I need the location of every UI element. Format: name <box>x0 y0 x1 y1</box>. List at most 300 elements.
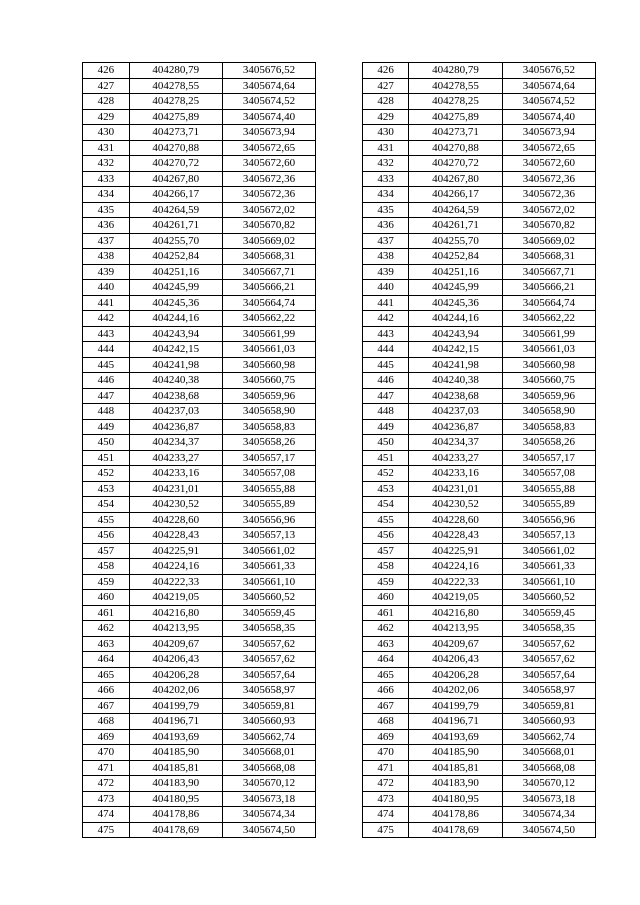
table-row <box>83 574 596 590</box>
left-y-coordinate-cell: 3405660,52 <box>222 590 315 606</box>
left-y-coordinate-cell: 3405676,52 <box>222 63 315 79</box>
right-x-coordinate-cell: 404231,01 <box>409 481 502 497</box>
left-point-number-cell: 443 <box>83 326 130 342</box>
table-row <box>83 218 596 234</box>
left-x-coordinate-cell: 404236,87 <box>129 419 222 435</box>
left-x-coordinate-cell: 404251,16 <box>129 264 222 280</box>
table-row <box>83 280 596 296</box>
left-y-coordinate-cell: 3405661,03 <box>222 342 315 358</box>
right-y-coordinate-cell: 3405670,12 <box>502 776 595 792</box>
left-x-coordinate-cell: 404270,88 <box>129 140 222 156</box>
right-x-coordinate-cell: 404238,68 <box>409 388 502 404</box>
left-point-number-cell: 426 <box>83 63 130 79</box>
left-x-coordinate-cell: 404202,06 <box>129 683 222 699</box>
column-gap <box>316 667 363 683</box>
column-gap <box>316 636 363 652</box>
right-x-coordinate-cell: 404183,90 <box>409 776 502 792</box>
right-point-number-cell: 459 <box>362 574 409 590</box>
right-x-coordinate-cell: 404185,81 <box>409 760 502 776</box>
right-x-coordinate-cell: 404251,16 <box>409 264 502 280</box>
right-y-coordinate-cell: 3405661,10 <box>502 574 595 590</box>
right-x-coordinate-cell: 404278,25 <box>409 94 502 110</box>
left-y-coordinate-cell: 3405659,81 <box>222 698 315 714</box>
left-x-coordinate-cell: 404225,91 <box>129 543 222 559</box>
right-x-coordinate-cell: 404273,71 <box>409 125 502 141</box>
column-gap <box>316 435 363 451</box>
left-y-coordinate-cell: 3405655,88 <box>222 481 315 497</box>
right-point-number-cell: 429 <box>362 109 409 125</box>
right-point-number-cell: 465 <box>362 667 409 683</box>
right-y-coordinate-cell: 3405660,52 <box>502 590 595 606</box>
left-point-number-cell: 472 <box>83 776 130 792</box>
right-x-coordinate-cell: 404266,17 <box>409 187 502 203</box>
left-y-coordinate-cell: 3405674,40 <box>222 109 315 125</box>
column-gap <box>316 528 363 544</box>
column-gap <box>316 450 363 466</box>
column-gap <box>316 605 363 621</box>
left-y-coordinate-cell: 3405658,83 <box>222 419 315 435</box>
left-y-coordinate-cell: 3405657,64 <box>222 667 315 683</box>
left-point-number-cell: 434 <box>83 187 130 203</box>
table-row <box>83 667 596 683</box>
right-point-number-cell: 448 <box>362 404 409 420</box>
right-point-number-cell: 435 <box>362 202 409 218</box>
left-y-coordinate-cell: 3405673,94 <box>222 125 315 141</box>
left-point-number-cell: 459 <box>83 574 130 590</box>
left-point-number-cell: 469 <box>83 729 130 745</box>
left-x-coordinate-cell: 404245,99 <box>129 280 222 296</box>
right-point-number-cell: 464 <box>362 652 409 668</box>
right-y-coordinate-cell: 3405668,01 <box>502 745 595 761</box>
left-y-coordinate-cell: 3405668,31 <box>222 249 315 265</box>
column-gap <box>316 373 363 389</box>
left-x-coordinate-cell: 404245,36 <box>129 295 222 311</box>
right-x-coordinate-cell: 404264,59 <box>409 202 502 218</box>
left-point-number-cell: 454 <box>83 497 130 513</box>
left-y-coordinate-cell: 3405674,50 <box>222 822 315 838</box>
right-x-coordinate-cell: 404270,88 <box>409 140 502 156</box>
right-x-coordinate-cell: 404209,67 <box>409 636 502 652</box>
column-gap <box>316 745 363 761</box>
left-x-coordinate-cell: 404206,43 <box>129 652 222 668</box>
right-x-coordinate-cell: 404243,94 <box>409 326 502 342</box>
table-row <box>83 481 596 497</box>
right-x-coordinate-cell: 404241,98 <box>409 357 502 373</box>
table-row <box>83 435 596 451</box>
right-point-number-cell: 473 <box>362 791 409 807</box>
right-x-coordinate-cell: 404180,95 <box>409 791 502 807</box>
right-point-number-cell: 436 <box>362 218 409 234</box>
left-x-coordinate-cell: 404275,89 <box>129 109 222 125</box>
right-y-coordinate-cell: 3405655,88 <box>502 481 595 497</box>
left-point-number-cell: 438 <box>83 249 130 265</box>
left-y-coordinate-cell: 3405668,08 <box>222 760 315 776</box>
coordinates-table-body <box>83 63 596 838</box>
table-row <box>83 94 596 110</box>
left-y-coordinate-cell: 3405664,74 <box>222 295 315 311</box>
right-x-coordinate-cell: 404234,37 <box>409 435 502 451</box>
left-y-coordinate-cell: 3405659,45 <box>222 605 315 621</box>
right-y-coordinate-cell: 3405660,75 <box>502 373 595 389</box>
right-x-coordinate-cell: 404245,99 <box>409 280 502 296</box>
left-y-coordinate-cell: 3405666,21 <box>222 280 315 296</box>
table-row <box>83 621 596 637</box>
right-y-coordinate-cell: 3405672,65 <box>502 140 595 156</box>
right-x-coordinate-cell: 404178,86 <box>409 807 502 823</box>
left-x-coordinate-cell: 404264,59 <box>129 202 222 218</box>
right-y-coordinate-cell: 3405672,60 <box>502 156 595 172</box>
left-point-number-cell: 465 <box>83 667 130 683</box>
left-y-coordinate-cell: 3405660,98 <box>222 357 315 373</box>
table-row <box>83 636 596 652</box>
right-y-coordinate-cell: 3405657,17 <box>502 450 595 466</box>
left-x-coordinate-cell: 404216,80 <box>129 605 222 621</box>
right-y-coordinate-cell: 3405660,93 <box>502 714 595 730</box>
left-point-number-cell: 461 <box>83 605 130 621</box>
right-x-coordinate-cell: 404252,84 <box>409 249 502 265</box>
column-gap <box>316 543 363 559</box>
left-y-coordinate-cell: 3405672,60 <box>222 156 315 172</box>
left-y-coordinate-cell: 3405661,02 <box>222 543 315 559</box>
left-x-coordinate-cell: 404228,60 <box>129 512 222 528</box>
left-point-number-cell: 471 <box>83 760 130 776</box>
column-gap <box>316 94 363 110</box>
left-y-coordinate-cell: 3405667,71 <box>222 264 315 280</box>
right-y-coordinate-cell: 3405673,94 <box>502 125 595 141</box>
left-y-coordinate-cell: 3405673,18 <box>222 791 315 807</box>
table-row <box>83 326 596 342</box>
column-gap <box>316 652 363 668</box>
table-row <box>83 233 596 249</box>
right-point-number-cell: 470 <box>362 745 409 761</box>
left-y-coordinate-cell: 3405658,26 <box>222 435 315 451</box>
right-y-coordinate-cell: 3405674,34 <box>502 807 595 823</box>
left-y-coordinate-cell: 3405660,93 <box>222 714 315 730</box>
left-y-coordinate-cell: 3405674,64 <box>222 78 315 94</box>
table-row <box>83 357 596 373</box>
left-x-coordinate-cell: 404199,79 <box>129 698 222 714</box>
left-point-number-cell: 464 <box>83 652 130 668</box>
left-y-coordinate-cell: 3405661,10 <box>222 574 315 590</box>
column-gap <box>316 125 363 141</box>
left-x-coordinate-cell: 404233,27 <box>129 450 222 466</box>
right-point-number-cell: 474 <box>362 807 409 823</box>
table-row <box>83 729 596 745</box>
left-point-number-cell: 463 <box>83 636 130 652</box>
left-y-coordinate-cell: 3405668,01 <box>222 745 315 761</box>
right-y-coordinate-cell: 3405660,98 <box>502 357 595 373</box>
table-row <box>83 78 596 94</box>
right-y-coordinate-cell: 3405661,02 <box>502 543 595 559</box>
right-y-coordinate-cell: 3405670,82 <box>502 218 595 234</box>
right-point-number-cell: 426 <box>362 63 409 79</box>
column-gap <box>316 807 363 823</box>
column-gap <box>316 683 363 699</box>
table-row <box>83 187 596 203</box>
table-row <box>83 745 596 761</box>
column-gap <box>316 218 363 234</box>
right-x-coordinate-cell: 404193,69 <box>409 729 502 745</box>
table-row <box>83 590 596 606</box>
left-y-coordinate-cell: 3405655,89 <box>222 497 315 513</box>
right-point-number-cell: 444 <box>362 342 409 358</box>
left-x-coordinate-cell: 404255,70 <box>129 233 222 249</box>
right-y-coordinate-cell: 3405668,08 <box>502 760 595 776</box>
right-point-number-cell: 447 <box>362 388 409 404</box>
left-x-coordinate-cell: 404231,01 <box>129 481 222 497</box>
table-row <box>83 202 596 218</box>
table-row <box>83 807 596 823</box>
left-point-number-cell: 455 <box>83 512 130 528</box>
left-point-number-cell: 468 <box>83 714 130 730</box>
right-point-number-cell: 453 <box>362 481 409 497</box>
right-x-coordinate-cell: 404199,79 <box>409 698 502 714</box>
column-gap <box>316 311 363 327</box>
right-point-number-cell: 461 <box>362 605 409 621</box>
left-x-coordinate-cell: 404243,94 <box>129 326 222 342</box>
left-y-coordinate-cell: 3405661,33 <box>222 559 315 575</box>
left-point-number-cell: 456 <box>83 528 130 544</box>
column-gap <box>316 249 363 265</box>
left-point-number-cell: 451 <box>83 450 130 466</box>
left-point-number-cell: 435 <box>83 202 130 218</box>
right-x-coordinate-cell: 404224,16 <box>409 559 502 575</box>
right-point-number-cell: 454 <box>362 497 409 513</box>
right-x-coordinate-cell: 404255,70 <box>409 233 502 249</box>
right-y-coordinate-cell: 3405657,62 <box>502 636 595 652</box>
column-gap <box>316 574 363 590</box>
left-x-coordinate-cell: 404219,05 <box>129 590 222 606</box>
left-point-number-cell: 446 <box>83 373 130 389</box>
column-gap <box>316 342 363 358</box>
table-row <box>83 140 596 156</box>
right-x-coordinate-cell: 404267,80 <box>409 171 502 187</box>
table-row <box>83 109 596 125</box>
left-x-coordinate-cell: 404196,71 <box>129 714 222 730</box>
table-row <box>83 249 596 265</box>
right-x-coordinate-cell: 404206,43 <box>409 652 502 668</box>
right-y-coordinate-cell: 3405668,31 <box>502 249 595 265</box>
column-gap <box>316 295 363 311</box>
left-x-coordinate-cell: 404209,67 <box>129 636 222 652</box>
table-row <box>83 171 596 187</box>
left-point-number-cell: 442 <box>83 311 130 327</box>
right-point-number-cell: 427 <box>362 78 409 94</box>
right-y-coordinate-cell: 3405657,08 <box>502 466 595 482</box>
right-y-coordinate-cell: 3405662,74 <box>502 729 595 745</box>
right-y-coordinate-cell: 3405659,45 <box>502 605 595 621</box>
column-gap <box>316 280 363 296</box>
table-row <box>83 156 596 172</box>
left-y-coordinate-cell: 3405670,12 <box>222 776 315 792</box>
left-x-coordinate-cell: 404238,68 <box>129 388 222 404</box>
right-x-coordinate-cell: 404219,05 <box>409 590 502 606</box>
table-row <box>83 683 596 699</box>
right-y-coordinate-cell: 3405666,21 <box>502 280 595 296</box>
left-x-coordinate-cell: 404234,37 <box>129 435 222 451</box>
left-point-number-cell: 467 <box>83 698 130 714</box>
left-y-coordinate-cell: 3405659,96 <box>222 388 315 404</box>
column-gap <box>316 466 363 482</box>
left-point-number-cell: 470 <box>83 745 130 761</box>
left-x-coordinate-cell: 404240,38 <box>129 373 222 389</box>
right-point-number-cell: 432 <box>362 156 409 172</box>
right-y-coordinate-cell: 3405674,52 <box>502 94 595 110</box>
left-y-coordinate-cell: 3405662,74 <box>222 729 315 745</box>
right-x-coordinate-cell: 404245,36 <box>409 295 502 311</box>
left-y-coordinate-cell: 3405657,13 <box>222 528 315 544</box>
left-point-number-cell: 458 <box>83 559 130 575</box>
left-point-number-cell: 475 <box>83 822 130 838</box>
left-y-coordinate-cell: 3405657,17 <box>222 450 315 466</box>
left-point-number-cell: 444 <box>83 342 130 358</box>
left-x-coordinate-cell: 404230,52 <box>129 497 222 513</box>
right-point-number-cell: 446 <box>362 373 409 389</box>
left-x-coordinate-cell: 404278,55 <box>129 78 222 94</box>
column-gap <box>316 714 363 730</box>
left-point-number-cell: 441 <box>83 295 130 311</box>
left-x-coordinate-cell: 404185,90 <box>129 745 222 761</box>
table-row <box>83 822 596 838</box>
left-x-coordinate-cell: 404273,71 <box>129 125 222 141</box>
left-y-coordinate-cell: 3405672,65 <box>222 140 315 156</box>
left-x-coordinate-cell: 404280,79 <box>129 63 222 79</box>
right-x-coordinate-cell: 404228,60 <box>409 512 502 528</box>
table-row <box>83 419 596 435</box>
table-row <box>83 543 596 559</box>
column-gap <box>316 822 363 838</box>
right-y-coordinate-cell: 3405674,64 <box>502 78 595 94</box>
right-y-coordinate-cell: 3405664,74 <box>502 295 595 311</box>
table-row <box>83 714 596 730</box>
left-point-number-cell: 474 <box>83 807 130 823</box>
column-gap <box>316 156 363 172</box>
left-x-coordinate-cell: 404244,16 <box>129 311 222 327</box>
left-point-number-cell: 431 <box>83 140 130 156</box>
left-point-number-cell: 449 <box>83 419 130 435</box>
right-x-coordinate-cell: 404240,38 <box>409 373 502 389</box>
column-gap <box>316 264 363 280</box>
right-point-number-cell: 442 <box>362 311 409 327</box>
left-x-coordinate-cell: 404183,90 <box>129 776 222 792</box>
right-y-coordinate-cell: 3405676,52 <box>502 63 595 79</box>
right-y-coordinate-cell: 3405661,33 <box>502 559 595 575</box>
right-point-number-cell: 466 <box>362 683 409 699</box>
column-gap <box>316 791 363 807</box>
left-x-coordinate-cell: 404270,72 <box>129 156 222 172</box>
table-row <box>83 512 596 528</box>
left-x-coordinate-cell: 404178,69 <box>129 822 222 838</box>
left-y-coordinate-cell: 3405658,35 <box>222 621 315 637</box>
right-y-coordinate-cell: 3405658,83 <box>502 419 595 435</box>
table-row <box>83 125 596 141</box>
right-y-coordinate-cell: 3405667,71 <box>502 264 595 280</box>
right-y-coordinate-cell: 3405658,90 <box>502 404 595 420</box>
left-y-coordinate-cell: 3405657,08 <box>222 466 315 482</box>
right-point-number-cell: 441 <box>362 295 409 311</box>
right-point-number-cell: 463 <box>362 636 409 652</box>
column-gap <box>316 497 363 513</box>
column-gap <box>316 388 363 404</box>
left-point-number-cell: 429 <box>83 109 130 125</box>
left-y-coordinate-cell: 3405672,36 <box>222 171 315 187</box>
left-point-number-cell: 447 <box>83 388 130 404</box>
left-point-number-cell: 466 <box>83 683 130 699</box>
column-gap <box>316 481 363 497</box>
left-y-coordinate-cell: 3405669,02 <box>222 233 315 249</box>
left-y-coordinate-cell: 3405656,96 <box>222 512 315 528</box>
right-x-coordinate-cell: 404278,55 <box>409 78 502 94</box>
left-point-number-cell: 440 <box>83 280 130 296</box>
left-point-number-cell: 432 <box>83 156 130 172</box>
left-y-coordinate-cell: 3405657,62 <box>222 636 315 652</box>
right-point-number-cell: 475 <box>362 822 409 838</box>
table-row <box>83 791 596 807</box>
right-y-coordinate-cell: 3405662,22 <box>502 311 595 327</box>
right-y-coordinate-cell: 3405655,89 <box>502 497 595 513</box>
left-y-coordinate-cell: 3405660,75 <box>222 373 315 389</box>
table-row <box>83 450 596 466</box>
right-y-coordinate-cell: 3405658,97 <box>502 683 595 699</box>
right-point-number-cell: 437 <box>362 233 409 249</box>
left-point-number-cell: 473 <box>83 791 130 807</box>
right-y-coordinate-cell: 3405658,35 <box>502 621 595 637</box>
right-point-number-cell: 434 <box>362 187 409 203</box>
left-point-number-cell: 430 <box>83 125 130 141</box>
right-point-number-cell: 471 <box>362 760 409 776</box>
right-x-coordinate-cell: 404233,16 <box>409 466 502 482</box>
right-y-coordinate-cell: 3405674,50 <box>502 822 595 838</box>
table-row <box>83 63 596 79</box>
table-row <box>83 528 596 544</box>
left-point-number-cell: 428 <box>83 94 130 110</box>
left-x-coordinate-cell: 404178,86 <box>129 807 222 823</box>
right-x-coordinate-cell: 404178,69 <box>409 822 502 838</box>
right-y-coordinate-cell: 3405673,18 <box>502 791 595 807</box>
right-x-coordinate-cell: 404213,95 <box>409 621 502 637</box>
column-gap <box>316 357 363 373</box>
column-gap <box>316 171 363 187</box>
table-row <box>83 264 596 280</box>
column-gap <box>316 512 363 528</box>
column-gap <box>316 109 363 125</box>
right-x-coordinate-cell: 404270,72 <box>409 156 502 172</box>
left-x-coordinate-cell: 404261,71 <box>129 218 222 234</box>
right-point-number-cell: 455 <box>362 512 409 528</box>
left-x-coordinate-cell: 404252,84 <box>129 249 222 265</box>
column-gap <box>316 78 363 94</box>
left-point-number-cell: 427 <box>83 78 130 94</box>
left-y-coordinate-cell: 3405672,36 <box>222 187 315 203</box>
right-point-number-cell: 462 <box>362 621 409 637</box>
right-y-coordinate-cell: 3405672,36 <box>502 187 595 203</box>
right-x-coordinate-cell: 404261,71 <box>409 218 502 234</box>
right-point-number-cell: 460 <box>362 590 409 606</box>
right-point-number-cell: 431 <box>362 140 409 156</box>
left-y-coordinate-cell: 3405658,97 <box>222 683 315 699</box>
left-x-coordinate-cell: 404224,16 <box>129 559 222 575</box>
left-point-number-cell: 439 <box>83 264 130 280</box>
column-gap <box>316 63 363 79</box>
right-y-coordinate-cell: 3405669,02 <box>502 233 595 249</box>
left-y-coordinate-cell: 3405657,62 <box>222 652 315 668</box>
left-x-coordinate-cell: 404185,81 <box>129 760 222 776</box>
left-point-number-cell: 457 <box>83 543 130 559</box>
right-point-number-cell: 457 <box>362 543 409 559</box>
left-x-coordinate-cell: 404267,80 <box>129 171 222 187</box>
left-x-coordinate-cell: 404228,43 <box>129 528 222 544</box>
table-row <box>83 295 596 311</box>
